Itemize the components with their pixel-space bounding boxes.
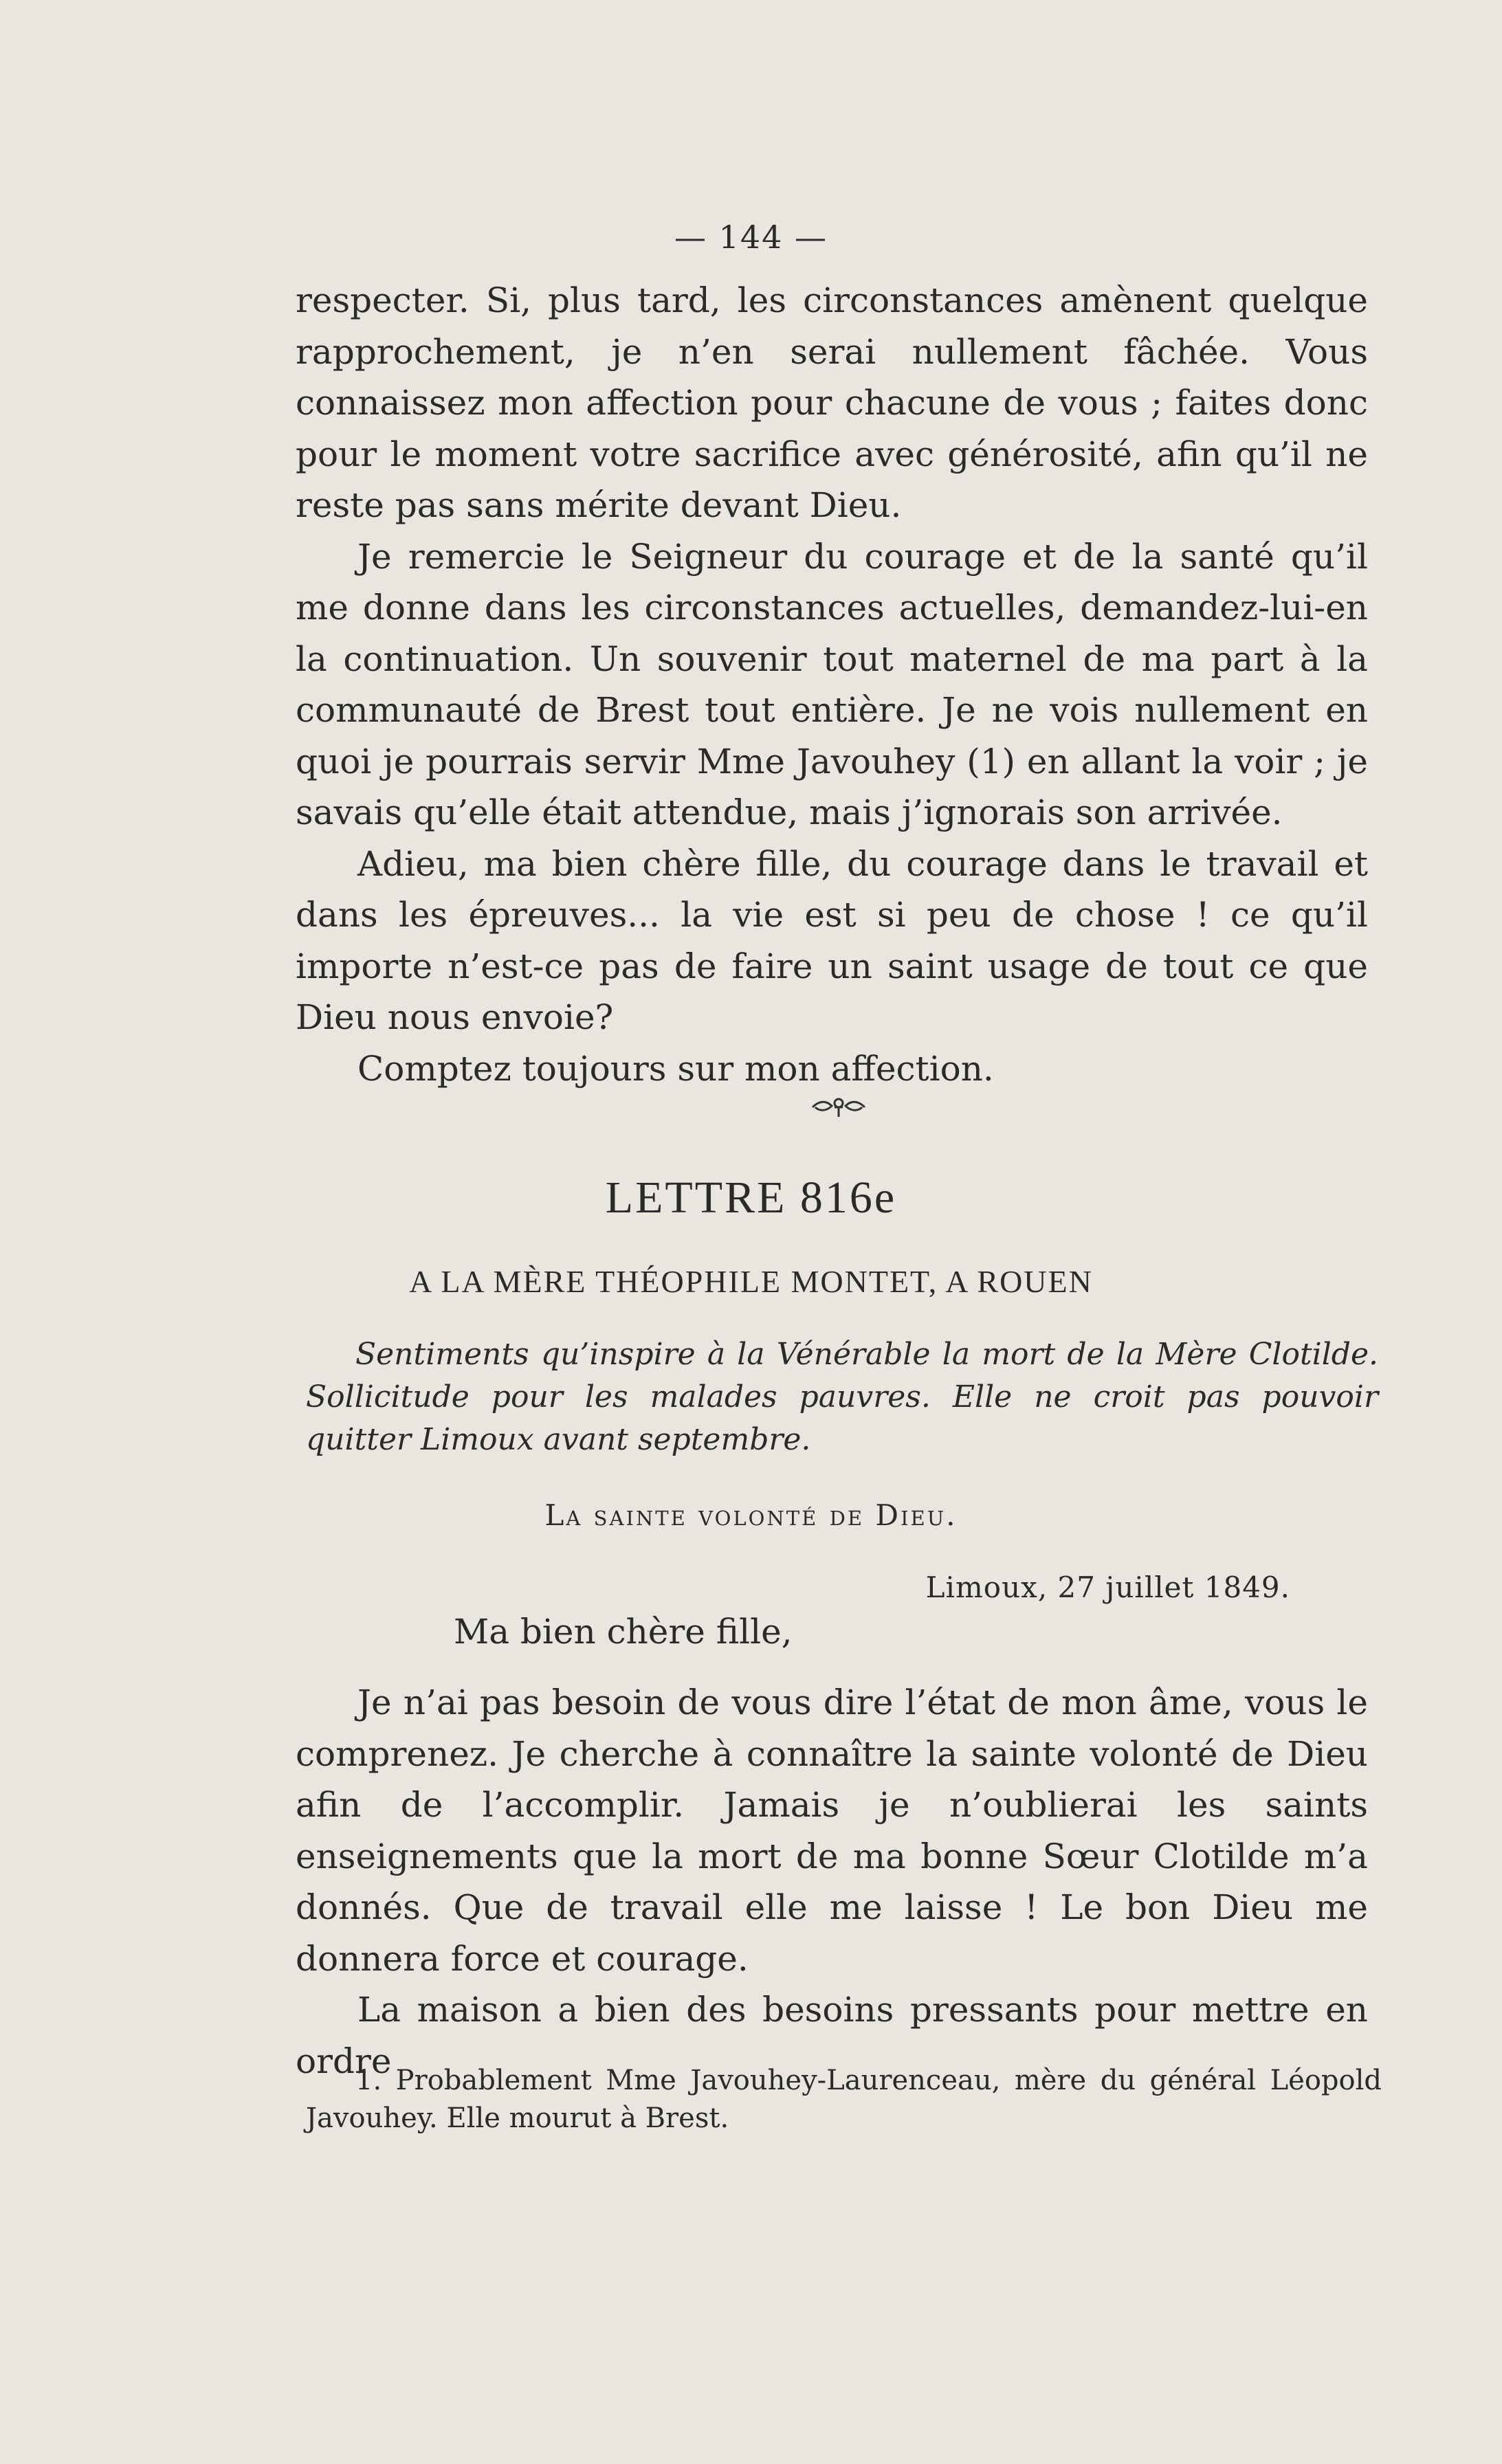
letter-summary: Sentiments qu’inspire à la Vénérable la mort de la Mère Clotilde. Sollicitude pour les malades pauvres. Elle ne croit pas pouvoir quitter Limoux avant septembre. xyxy=(306,1337,1378,1457)
letter-body xyxy=(296,1677,1368,2087)
footnote: 1. Probablement Mme Javouhey-Laurenceau, mère du général Léopold Javouhey. Elle mourut à Brest. xyxy=(306,2065,1382,2134)
paragraph: Je n’ai pas besoin de vous dire l’état de mon âme, vous le comprenez. Je cherche à connaître la sainte volonté de Dieu afin de l’accomplir. Jamais je n’oublierai les saints enseignements que la mort de ma bonne Sœur Clotilde m’a donnés. Que de travail elle me laisse ! Le bon Dieu me donnera force et courage. xyxy=(296,1683,1368,1979)
paragraph: Adieu, ma bien chère fille, du courage dans le travail et dans les épreuves... la vie est si peu de chose ! ce qu’il importe n’est-ce pas de faire un saint usage de tout ce que Dieu nous envoie? xyxy=(296,843,1368,1037)
paragraph: Je remercie le Seigneur du courage et de la santé qu’il me donne dans les circonstances actuelles, demandez-lui-en la continuation. Un souvenir tout maternel de ma part à la communauté de Brest tout entière. Je ne vois nullement en quoi je pourrais servir Mme Javouhey (1) en allant la voir ; je savais qu’elle était attendue, mais j’ignorais son arrivée. xyxy=(296,536,1368,832)
fleuron-ornament-icon xyxy=(811,1095,866,1120)
page-number: — 144 — xyxy=(674,219,828,256)
letter-salutation: Ma bien chère fille, xyxy=(454,1612,793,1652)
letter-dateline: Limoux, 27 juillet 1849. xyxy=(925,1570,1290,1604)
letter-motto: La sainte volonté de Dieu. xyxy=(544,1498,958,1532)
paragraph: La maison a bien des besoins pressants pour mettre en ordre xyxy=(296,1990,1368,2081)
paragraph: respecter. Si, plus tard, les circonstances amènent quelque rapprochement, je n’en serai nullement fâchée. Vous connaissez mon affection pour chacune de vous ; faites donc pour le moment votre sacrifice avec générosité, afin qu’il ne reste pas sans mérite devant Dieu. xyxy=(296,280,1368,525)
letter-addressee: A LA MÈRE THÉOPHILE MONTET, A ROUEN xyxy=(409,1264,1093,1299)
paragraph: Comptez toujours sur mon affection. xyxy=(357,1048,994,1089)
continued-letter-text xyxy=(296,275,1368,1094)
letter-title: LETTRE 816e xyxy=(605,1173,897,1223)
